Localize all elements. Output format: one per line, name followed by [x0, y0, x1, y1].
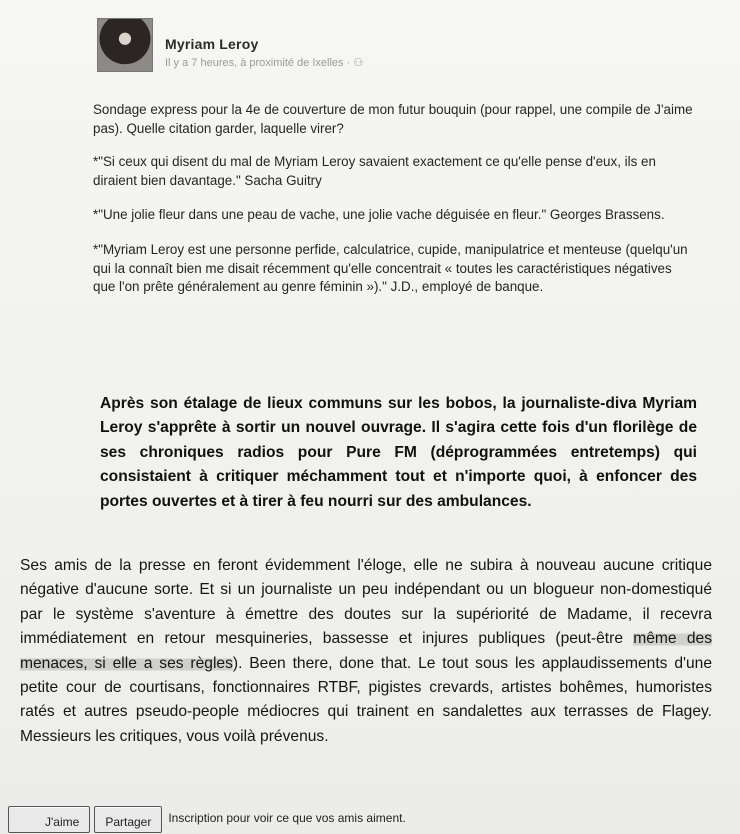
highlighted-text: même des menaces, si elle a ses règles: [20, 630, 712, 672]
article-lead: Après son étalage de lieux communs sur les bobos, la journaliste-diva Myriam Leroy s'apprête à sortir un nouvel ouvrage. Il s'agira cette fois d'un florilège de ses chroniques radios pour Pure FM (déprogrammées entretemps) qui consistaient à critiquer méchamment tout et n'importe quoi, à enfoncer des portes ouvertes et à tirer à feu nourri sur des ambulances.: [100, 395, 697, 510]
like-button[interactable]: J'aime: [8, 806, 90, 833]
post-meta-text: Il y a 7 heures, à proximité de Ixelles ·: [165, 57, 354, 69]
people-icon: ⚇: [353, 57, 364, 69]
post-quote: *"Myriam Leroy est une personne perfide, calculatrice, cupide, manipulatrice et menteuse (quelqu'un qui la connaît bien me disait récemment qu'elle concentrait « toutes les caractéristiques négatives que l'on prête généralement au genre féminin »)." J.D., employé de banque.: [93, 241, 688, 295]
post-body: [93, 101, 693, 313]
share-button[interactable]: Partager: [94, 806, 162, 833]
signup-text[interactable]: Inscription pour voir ce que vos amis aiment.: [168, 811, 406, 825]
article-body-text: Ses amis de la presse en feront évidemment l'éloge, elle ne subira à nouveau aucune critique négative d'aucune sorte. Et si un journaliste un peu indépendant ou un blogueur non-domestiqué par le système s'aventure à émettre des doutes sur la supériorité de Madame, il recevra immédiatement en retour mesquineries, bassesse et injures publiques (peut-être: [20, 557, 712, 648]
post-quote: *"Si ceux qui disent du mal de Myriam Leroy savaient exactement ce qu'elle pense d'eux, ils en diraient bien davantage." Sacha Guitry: [93, 154, 656, 188]
post-quote: *"Une jolie fleur dans une peau de vache, une jolie vache déguisée en fleur." Georges Brassens.: [93, 207, 665, 223]
post-intro: Sondage express pour la 4e de couverture de mon futur bouquin (pour rappel, une compile de J'aime pas). Quelle citation garder, laquelle virer?: [93, 102, 693, 136]
article-body: [20, 554, 712, 749]
post-meta: [165, 56, 363, 69]
avatar[interactable]: [97, 18, 153, 72]
footer-bar: [8, 806, 728, 834]
post-author[interactable]: Myriam Leroy: [165, 36, 259, 52]
article-body-text: ). Been there, done that. Le tout sous les applaudissements d'une petite cour de courtisans, fonctionnaires RTBF, pigistes crevards, artistes bohêmes, humoristes ratés et autres pseudo-people médiocres qui trainent en sandalettes aux terrasses de Flagey. Messieurs les critiques, vous voilà prévenus.: [20, 654, 712, 745]
